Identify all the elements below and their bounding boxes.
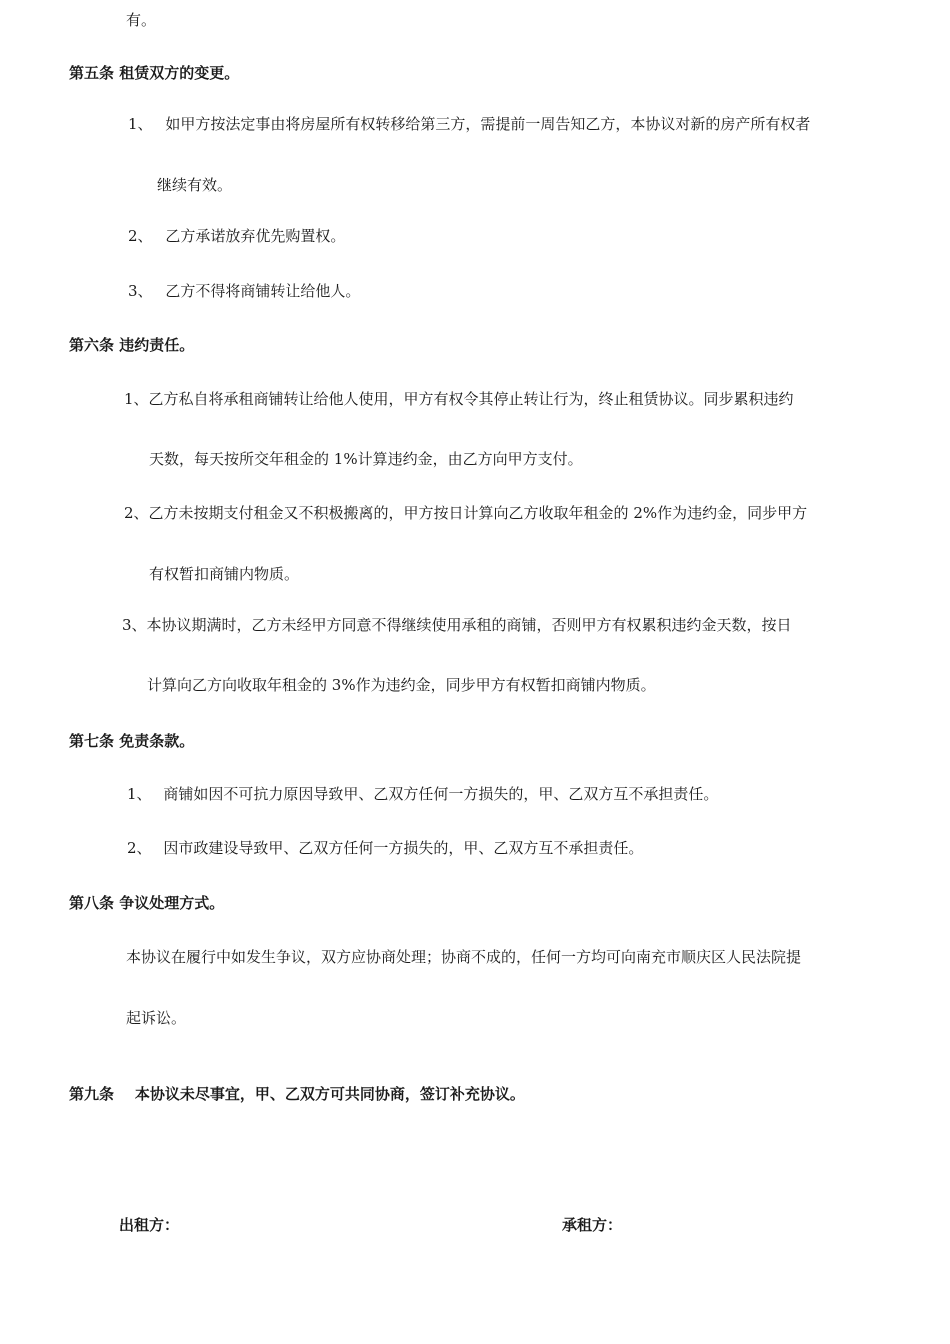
article-5-item-2 [128,226,345,246]
continued-text: 有。 [126,11,157,29]
item-number: 2、 [128,227,153,245]
lessee-signature-label: 承租方： [562,1216,623,1234]
article-8-text: 本协议在履行中如发生争议，双方应协商处理；协商不成的，任何一方均可向南充市顺庆区人民法院提 [126,948,802,966]
article-5-item-1 [128,114,810,134]
article-6-item-2-cont: 有权暂扣商铺内物质。 [149,565,300,583]
article-5-item-3 [128,281,360,301]
item-text: 乙方不得将商铺转让给他人。 [165,282,361,300]
article-9-heading: 第九条 本协议未尽事宜，甲、乙双方可共同协商，签订补充协议。 [69,1085,525,1103]
article-7-item-1 [127,784,718,804]
article-5-heading: 第五条 租赁双方的变更。 [69,64,240,82]
article-6-item-3-cont: 计算向乙方向收取年租金的 3%作为违约金，同步甲方有权暂扣商铺内物质。 [147,676,656,694]
item-number: 1、 [127,785,152,803]
item-text: 乙方未按期支付租金又不积极搬离的，甲方按日计算向乙方收取年租金的 2%作为违约金，同步甲方 [148,504,808,522]
item-text: 乙方承诺放弃优先购置权。 [165,227,346,245]
lessor-signature-label: 出租方： [119,1216,180,1234]
article-6-item-3 [122,615,792,635]
article-8-heading: 第八条 争议处理方式。 [69,894,225,912]
article-6-item-2 [124,503,807,523]
item-number: 3、 [128,282,153,300]
article-7-heading: 第七条 免责条款。 [69,732,195,750]
item-text: 乙方私自将承租商铺转让给他人使用，甲方有权令其停止转让行为，终止租赁协议。同步累积违约 [148,390,794,408]
item-number: 3、 [122,616,147,634]
item-number: 1、 [128,115,153,133]
item-text: 因市政建设导致甲、乙双方任何一方损失的，甲、乙双方互不承担责任。 [163,839,644,857]
article-6-item-1-cont: 天数，每天按所交年租金的 1%计算违约金，由乙方向甲方支付。 [149,450,583,468]
article-6-item-1 [124,389,794,409]
article-6-heading: 第六条 违约责任。 [69,336,195,354]
item-number: 2、 [127,839,152,857]
item-text: 本协议期满时，乙方未经甲方同意不得继续使用承租的商铺，否则甲方有权累积违约金天数，按日 [146,616,792,634]
article-7-item-2 [127,838,643,858]
article-8-text-cont: 起诉讼。 [126,1009,187,1027]
item-text: 如甲方按法定事由将房屋所有权转移给第三方，需提前一周告知乙方，本协议对新的房产所有权者 [165,115,811,133]
item-number: 2、 [124,504,149,522]
item-number: 1、 [124,390,149,408]
item-text: 商铺如因不可抗力原因导致甲、乙双方任何一方损失的，甲、乙双方互不承担责任。 [163,785,719,803]
article-5-item-1-cont: 继续有效。 [157,176,233,194]
